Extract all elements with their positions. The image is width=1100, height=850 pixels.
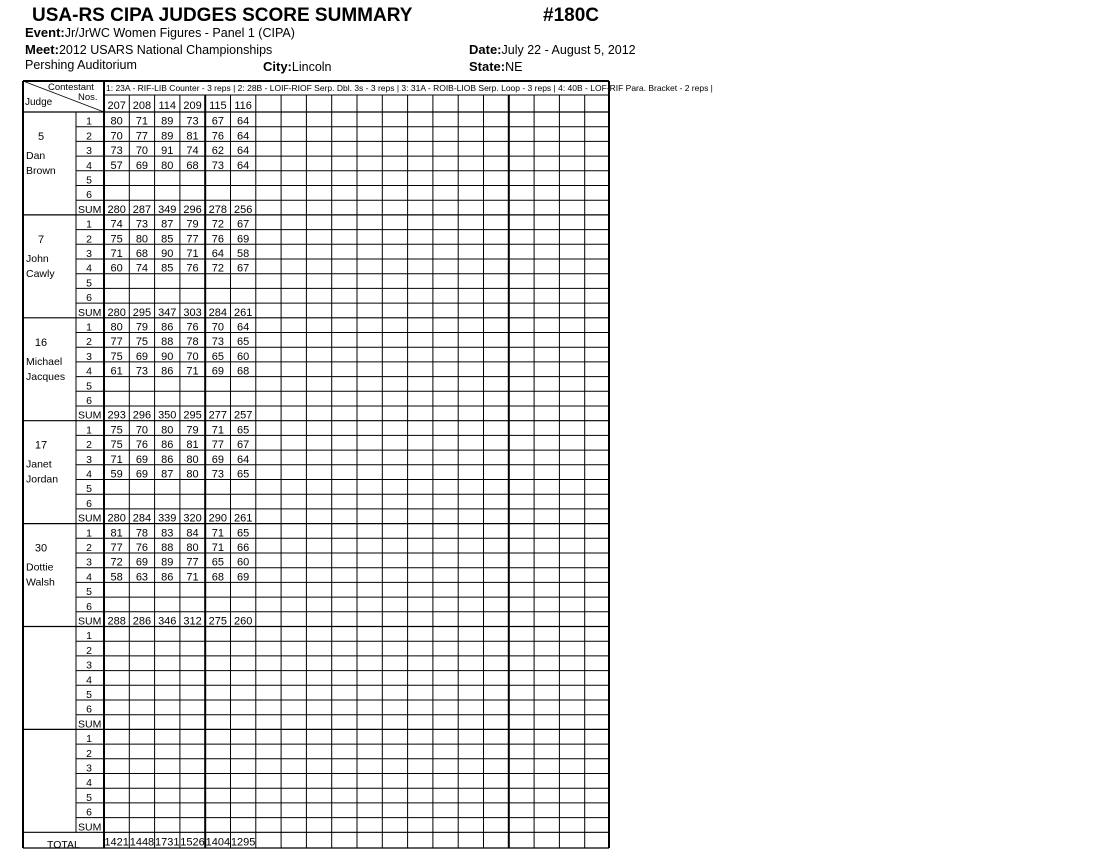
sum-cell: 295 bbox=[132, 306, 152, 319]
row-number: 4 bbox=[86, 777, 92, 790]
total-cell: 1404 bbox=[205, 836, 231, 849]
row-number: 4 bbox=[86, 468, 92, 481]
score-cell: 77 bbox=[110, 336, 123, 349]
score-cell: 75 bbox=[110, 350, 123, 363]
score-cell: 73 bbox=[135, 218, 149, 231]
score-cell: 86 bbox=[161, 439, 174, 452]
sum-cell: 296 bbox=[183, 203, 202, 216]
score-cell: 71 bbox=[110, 248, 123, 260]
score-cell: 69 bbox=[135, 159, 149, 172]
score-cell: 89 bbox=[161, 556, 174, 569]
score-cell: 91 bbox=[161, 145, 174, 158]
sum-cell: 280 bbox=[107, 203, 126, 216]
score-cell: 69 bbox=[135, 453, 149, 466]
score-cell: 65 bbox=[237, 336, 250, 349]
score-cell: 80 bbox=[135, 233, 149, 246]
score-cell: 79 bbox=[135, 321, 149, 334]
score-cell: 73 bbox=[211, 159, 224, 172]
state-value: NE bbox=[505, 60, 523, 74]
score-cell: 77 bbox=[186, 556, 199, 569]
row-number: 5 bbox=[86, 174, 92, 187]
score-cell: 64 bbox=[237, 159, 250, 172]
sum-cell: 280 bbox=[107, 512, 126, 525]
date-label: Date: bbox=[469, 42, 502, 57]
judge-last-name: Jordan bbox=[26, 473, 59, 486]
sum-cell: 347 bbox=[158, 306, 177, 319]
judge-first-name: Janet bbox=[26, 458, 52, 471]
judge-last-name: Cawly bbox=[26, 267, 55, 280]
row-number: 3 bbox=[86, 453, 92, 466]
sum-cell: 288 bbox=[107, 615, 126, 628]
score-cell: 73 bbox=[211, 468, 224, 481]
score-cell: 70 bbox=[110, 130, 123, 143]
sum-cell: 261 bbox=[233, 512, 253, 525]
score-cell: 61 bbox=[110, 365, 123, 378]
judge-first-name: John bbox=[26, 252, 49, 265]
score-cell: 75 bbox=[110, 233, 123, 246]
score-cell: 58 bbox=[110, 571, 123, 584]
sum-cell: 349 bbox=[158, 203, 177, 216]
sum-cell: 261 bbox=[233, 306, 253, 319]
score-cell: 63 bbox=[135, 571, 149, 584]
score-cell: 86 bbox=[161, 571, 174, 584]
contestant-number: 209 bbox=[183, 100, 202, 112]
score-cell: 65 bbox=[237, 424, 250, 437]
city-value: Lincoln bbox=[291, 60, 332, 74]
score-cell: 68 bbox=[211, 571, 224, 584]
row-number: 6 bbox=[86, 292, 92, 305]
score-cell: 71 bbox=[135, 115, 149, 128]
row-number: 1 bbox=[86, 115, 92, 128]
row-number: 4 bbox=[86, 571, 92, 584]
total-cell: 1526 bbox=[180, 836, 205, 849]
venue: Pershing Auditorium bbox=[25, 58, 137, 72]
row-number: 4 bbox=[86, 365, 92, 378]
score-cell: 69 bbox=[135, 468, 149, 481]
row-number: 3 bbox=[86, 145, 92, 158]
sum-label: SUM bbox=[78, 718, 102, 731]
score-cell: 74 bbox=[135, 262, 149, 275]
score-cell: 68 bbox=[135, 248, 149, 260]
score-cell: 67 bbox=[237, 262, 250, 275]
judge-number: 7 bbox=[37, 233, 45, 246]
sum-cell: 296 bbox=[132, 409, 152, 422]
score-cell: 72 bbox=[211, 218, 224, 231]
score-cell: 69 bbox=[211, 365, 224, 378]
total-cell: 1421 bbox=[104, 836, 129, 849]
sum-cell: 295 bbox=[183, 409, 202, 422]
score-cell: 59 bbox=[110, 468, 123, 481]
score-cell: 66 bbox=[237, 542, 250, 554]
row-number: 4 bbox=[86, 674, 92, 687]
contestant-number: 208 bbox=[132, 100, 152, 112]
score-cell: 83 bbox=[161, 527, 174, 540]
event-label: Event: bbox=[25, 25, 65, 40]
score-cell: 60 bbox=[237, 350, 250, 363]
sum-cell: 284 bbox=[132, 512, 152, 525]
score-cell: 65 bbox=[237, 468, 250, 481]
score-cell: 76 bbox=[135, 542, 149, 554]
score-cell: 73 bbox=[186, 115, 199, 128]
score-cell: 88 bbox=[161, 336, 174, 349]
sum-label: SUM bbox=[78, 203, 102, 216]
contestant-label: Contestant bbox=[48, 82, 94, 93]
sum-cell: 303 bbox=[183, 306, 202, 319]
judge-first-name: Dan bbox=[26, 150, 46, 162]
score-cell: 62 bbox=[211, 145, 224, 158]
row-number: 2 bbox=[86, 747, 92, 760]
score-cell: 64 bbox=[211, 248, 224, 260]
sum-cell: 320 bbox=[183, 512, 202, 525]
score-cell: 81 bbox=[110, 527, 123, 540]
sum-cell: 290 bbox=[208, 512, 228, 525]
score-cell: 80 bbox=[110, 321, 123, 334]
row-number: 1 bbox=[86, 321, 92, 334]
score-cell: 75 bbox=[110, 424, 123, 437]
score-cell: 80 bbox=[161, 159, 174, 172]
meet-value: 2012 USARS National Championships bbox=[58, 43, 273, 57]
score-cell: 71 bbox=[186, 248, 199, 260]
score-cell: 80 bbox=[110, 115, 123, 128]
score-cell: 75 bbox=[135, 336, 149, 349]
score-cell: 87 bbox=[161, 468, 174, 481]
score-cell: 70 bbox=[186, 350, 199, 363]
score-cell: 60 bbox=[237, 556, 250, 569]
judge-label: Judge bbox=[25, 97, 53, 108]
score-cell: 71 bbox=[211, 542, 224, 554]
row-number: 5 bbox=[86, 791, 92, 804]
score-cell: 86 bbox=[161, 321, 174, 334]
row-number: 6 bbox=[86, 189, 92, 202]
row-number: 6 bbox=[86, 600, 92, 613]
sum-cell: 287 bbox=[132, 203, 152, 216]
score-cell: 81 bbox=[186, 439, 199, 452]
row-number: 6 bbox=[86, 497, 92, 510]
contestant-number: 116 bbox=[234, 100, 252, 112]
row-number: 2 bbox=[86, 644, 92, 657]
score-cell: 75 bbox=[110, 439, 123, 452]
score-cell: 81 bbox=[186, 130, 199, 143]
score-cell: 87 bbox=[161, 218, 174, 231]
sum-label: SUM bbox=[78, 821, 102, 834]
judge-first-name: Michael bbox=[26, 355, 63, 368]
score-cell: 64 bbox=[237, 145, 250, 158]
sum-cell: 280 bbox=[107, 306, 126, 319]
judge-number: 5 bbox=[37, 131, 45, 143]
score-cell: 69 bbox=[237, 233, 250, 246]
sum-cell: 286 bbox=[132, 615, 152, 628]
score-cell: 71 bbox=[211, 527, 224, 540]
judge-last-name: Jacques bbox=[26, 370, 66, 383]
sum-cell: 257 bbox=[233, 409, 253, 422]
score-cell: 74 bbox=[110, 218, 123, 231]
judge-number: 30 bbox=[34, 542, 48, 555]
score-cell: 72 bbox=[110, 556, 123, 569]
state-label: State: bbox=[469, 59, 506, 74]
row-number: 6 bbox=[86, 806, 92, 819]
score-cell: 73 bbox=[135, 365, 149, 378]
row-number: 2 bbox=[86, 130, 92, 143]
score-cell: 64 bbox=[237, 130, 250, 143]
row-number: 4 bbox=[86, 262, 92, 275]
sum-cell: 256 bbox=[233, 203, 253, 216]
sum-cell: 339 bbox=[158, 512, 177, 525]
row-number: 4 bbox=[86, 159, 92, 172]
judge-first-name: Dottie bbox=[26, 561, 54, 574]
row-number: 5 bbox=[86, 483, 92, 496]
score-cell: 70 bbox=[211, 321, 224, 334]
score-cell: 71 bbox=[186, 571, 199, 584]
score-cell: 79 bbox=[186, 218, 199, 231]
row-number: 5 bbox=[86, 689, 92, 701]
score-cell: 71 bbox=[211, 424, 224, 437]
sum-label: SUM bbox=[78, 306, 102, 319]
sum-cell: 284 bbox=[208, 306, 228, 319]
score-cell: 69 bbox=[135, 350, 149, 363]
row-number: 3 bbox=[86, 556, 92, 569]
row-number: 6 bbox=[86, 703, 92, 716]
score-cell: 68 bbox=[237, 365, 250, 378]
score-cell: 80 bbox=[186, 542, 199, 554]
sum-cell: 312 bbox=[183, 615, 202, 628]
row-number: 5 bbox=[86, 277, 92, 290]
row-number: 6 bbox=[86, 395, 92, 407]
score-cell: 85 bbox=[161, 233, 174, 246]
row-number: 2 bbox=[86, 439, 92, 452]
score-cell: 69 bbox=[135, 556, 149, 569]
score-cell: 69 bbox=[237, 571, 250, 584]
row-number: 3 bbox=[86, 762, 92, 775]
score-cell: 90 bbox=[161, 350, 174, 363]
score-cell: 67 bbox=[237, 218, 250, 231]
score-cell: 80 bbox=[161, 424, 174, 437]
row-number: 3 bbox=[86, 350, 92, 363]
score-cell: 76 bbox=[186, 262, 199, 275]
score-cell: 78 bbox=[135, 527, 149, 540]
row-number: 2 bbox=[86, 336, 92, 349]
contestant-number: 115 bbox=[209, 100, 227, 112]
score-cell: 67 bbox=[211, 115, 224, 128]
score-cell: 86 bbox=[161, 453, 174, 466]
row-number: 2 bbox=[86, 542, 92, 554]
row-number: 1 bbox=[86, 218, 92, 231]
score-cell: 73 bbox=[110, 145, 123, 158]
score-cell: 85 bbox=[161, 262, 174, 275]
sum-label: SUM bbox=[78, 512, 102, 525]
figures-legend: 1: 23A - RIF-LIB Counter - 3 reps | 2: 28B - LOIF-RIOF Serp. Dbl. 3s - 3 reps | 3: 31A - ROIB-LIOB Serp. Loop - 3 reps | 4: 40B - LOF-RIF Para. Bracket - 2 reps | bbox=[106, 83, 713, 93]
city-label: City: bbox=[263, 59, 292, 74]
row-number: 1 bbox=[86, 424, 92, 437]
score-cell: 76 bbox=[211, 233, 224, 246]
score-cell: 78 bbox=[186, 336, 199, 349]
contestant-number: 114 bbox=[158, 100, 177, 112]
score-cell: 72 bbox=[211, 262, 224, 275]
row-number: 5 bbox=[86, 586, 92, 599]
score-cell: 68 bbox=[186, 159, 199, 172]
score-cell: 84 bbox=[186, 527, 199, 540]
judge-last-name: Brown bbox=[26, 165, 56, 177]
sum-cell: 278 bbox=[208, 203, 228, 216]
score-cell: 64 bbox=[237, 453, 250, 466]
row-number: 5 bbox=[86, 380, 92, 393]
row-number: 1 bbox=[86, 630, 92, 643]
date-value: July 22 - August 5, 2012 bbox=[501, 43, 636, 57]
score-cell: 67 bbox=[237, 439, 250, 452]
score-cell: 86 bbox=[161, 365, 174, 378]
sum-cell: 293 bbox=[107, 409, 126, 422]
score-cell: 71 bbox=[110, 453, 123, 466]
score-cell: 80 bbox=[186, 453, 199, 466]
score-cell: 60 bbox=[110, 262, 123, 275]
sum-cell: 346 bbox=[158, 615, 177, 628]
score-cell: 76 bbox=[135, 439, 149, 452]
row-number: 2 bbox=[86, 233, 92, 246]
judge-number: 17 bbox=[34, 439, 48, 452]
score-cell: 80 bbox=[186, 468, 199, 481]
score-cell: 57 bbox=[110, 159, 123, 172]
total-cell: 1295 bbox=[230, 836, 256, 849]
nos-label: Nos. bbox=[78, 92, 98, 103]
sum-cell: 275 bbox=[208, 615, 228, 628]
event-value: Jr/JrWC Women Figures - Panel 1 (CIPA) bbox=[64, 26, 295, 40]
score-cell: 79 bbox=[186, 424, 199, 437]
score-cell: 76 bbox=[211, 130, 224, 143]
row-number: 3 bbox=[86, 659, 92, 672]
row-number: 1 bbox=[86, 527, 92, 540]
score-cell: 70 bbox=[135, 424, 149, 437]
row-number: 3 bbox=[86, 248, 92, 260]
score-cell: 88 bbox=[161, 542, 174, 554]
sum-label: SUM bbox=[78, 409, 102, 422]
score-cell: 77 bbox=[135, 130, 149, 143]
score-cell: 76 bbox=[186, 321, 199, 334]
row-number: 1 bbox=[86, 733, 92, 746]
total-cell: 1448 bbox=[129, 836, 155, 849]
sum-cell: 350 bbox=[158, 409, 177, 422]
score-cell: 90 bbox=[161, 248, 174, 260]
sum-cell: 260 bbox=[233, 615, 253, 628]
score-cell: 77 bbox=[186, 233, 199, 246]
score-cell: 89 bbox=[161, 115, 174, 128]
score-cell: 64 bbox=[237, 115, 250, 128]
score-cell: 65 bbox=[237, 527, 250, 540]
score-cell: 69 bbox=[211, 453, 224, 466]
score-cell: 58 bbox=[237, 248, 250, 260]
total-label: TOTAL bbox=[47, 839, 80, 850]
score-cell: 89 bbox=[161, 130, 174, 143]
form-number: #180C bbox=[543, 5, 599, 26]
score-cell: 64 bbox=[237, 321, 250, 334]
judge-number: 16 bbox=[34, 336, 48, 349]
score-cell: 70 bbox=[135, 145, 149, 158]
score-cell: 71 bbox=[186, 365, 199, 378]
contestant-number: 207 bbox=[107, 100, 126, 112]
page-title: USA-RS CIPA JUDGES SCORE SUMMARY bbox=[32, 5, 413, 26]
total-cell: 1731 bbox=[155, 836, 180, 849]
score-cell: 65 bbox=[211, 556, 224, 569]
score-cell: 77 bbox=[110, 542, 123, 554]
sum-label: SUM bbox=[78, 615, 102, 628]
score-cell: 77 bbox=[211, 439, 224, 452]
sum-cell: 277 bbox=[208, 409, 228, 422]
score-cell: 65 bbox=[211, 350, 224, 363]
score-cell: 74 bbox=[186, 145, 199, 158]
meet-label: Meet: bbox=[25, 42, 59, 57]
score-cell: 73 bbox=[211, 336, 224, 349]
judge-last-name: Walsh bbox=[26, 576, 55, 589]
